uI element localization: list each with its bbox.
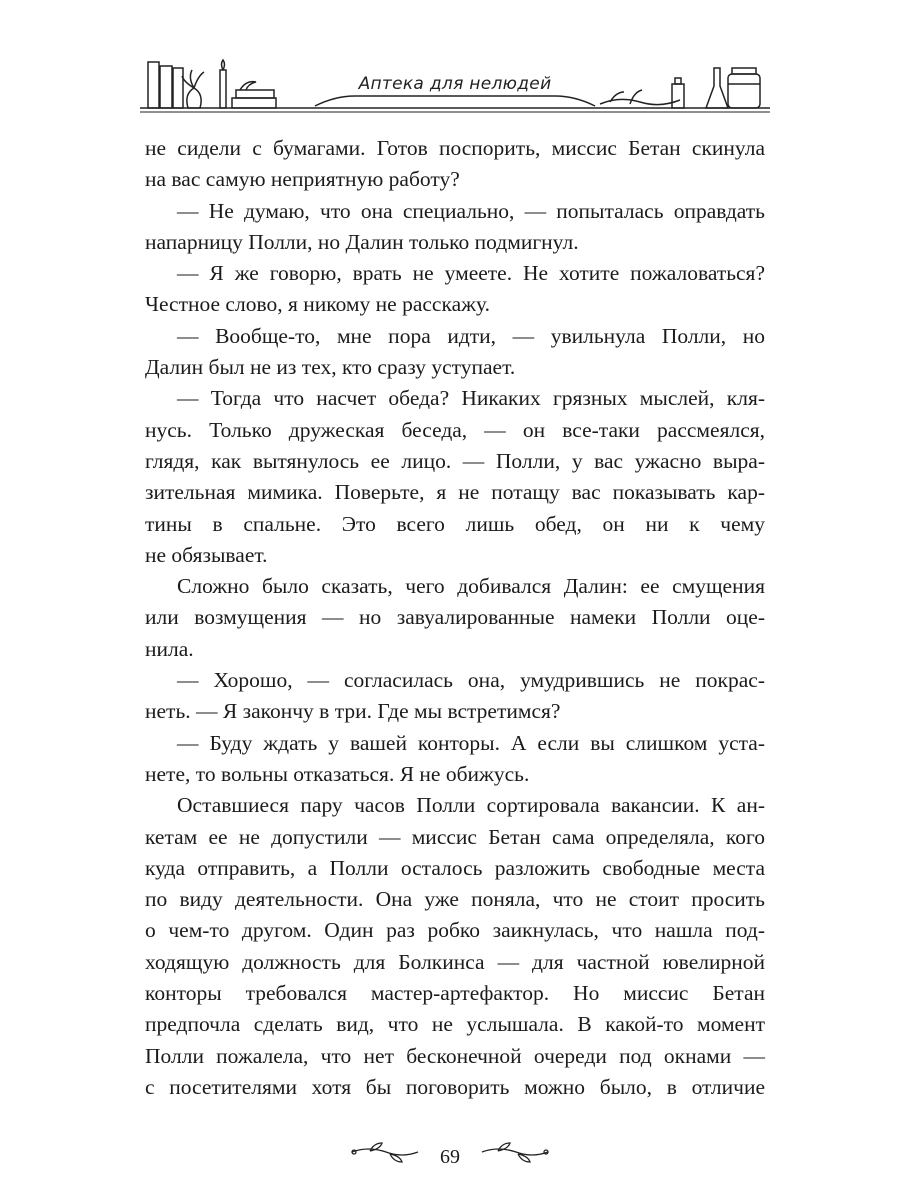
text-line: кетам ее не допустили — миссис Бетан сама определяла, кого — [145, 824, 765, 849]
right-flourish-icon — [480, 1138, 550, 1168]
text-line: — Я же говорю, врать не умеете. Не хотите пожаловаться? — [177, 261, 765, 286]
running-header-title: Аптека для нелюдей — [358, 74, 552, 94]
text-line: Оставшиеся пару часов Полли сортировала вакансии. К ан- — [177, 793, 765, 818]
text-line: не сидели с бумагами. Готов поспорить, миссис Бетан скинула — [145, 136, 765, 160]
text-line: зительная мимика. Поверьте, я не потащу вас показывать кар- — [145, 480, 765, 505]
text-line: не обязывает. — [145, 542, 268, 567]
page-number: 69 — [440, 1146, 460, 1168]
text-line: Полли пожалела, что нет бесконечной очереди под окнами — — [145, 1043, 765, 1068]
text-line: — Тогда что насчет обеда? Никаких грязных мыслей, кля- — [177, 386, 765, 411]
text-line: с посетителями хотя бы поговорить можно было, в отличие — [145, 1074, 765, 1099]
body-text — [145, 133, 765, 1103]
text-line: куда отправить, а Полли осталось разложить свободные места — [145, 855, 765, 880]
text-line: глядя, как вытянулось ее лицо. — Полли, у вас ужасно выра- — [145, 448, 765, 473]
text-line: по виду деятельности. Она уже поняла, что не стоит просить — [145, 887, 765, 912]
text-line: нила. — [145, 636, 194, 661]
text-line: Честное слово, я никому не расскажу. — [145, 292, 490, 317]
page-footer — [340, 1138, 560, 1178]
text-line: предпочла сделать вид, что не услышала. В какой-то момент — [145, 1012, 765, 1037]
text-line: неть. — Я закончу в три. Где мы встретимся? — [145, 699, 561, 724]
text-line: о чем-то другом. Один раз робко заикнулась, что нашла под- — [145, 918, 765, 943]
text-line: — Хорошо, — согласилась она, умудрившись не покрас- — [177, 668, 765, 693]
text-line: нете, то вольны отказаться. Я не обижусь. — [145, 761, 530, 786]
flame-icon — [222, 60, 225, 70]
text-line: Далин был не из тех, кто сразу уступает. — [145, 355, 516, 380]
title-banner — [315, 96, 595, 106]
text-line: на вас самую неприятную работу? — [145, 167, 460, 192]
text-line: ходящую должность для Болкинса — для частной ювелирной — [145, 949, 765, 974]
text-line: напарницу Полли, но Далин только подмигнул. — [145, 229, 579, 254]
running-header — [140, 48, 770, 118]
text-line: или возмущения — но завуалированные намеки Полли оце- — [145, 605, 765, 630]
text-line: — Буду ждать у вашей конторы. А если вы слишком уста- — [177, 730, 765, 755]
text-line: нусь. Только дружеская беседа, — он все-таки рассмеялся, — [145, 417, 765, 442]
text-line: конторы требовался мастер-артефактор. Но миссис Бетан — [145, 981, 765, 1006]
text-line: Сложно было сказать, чего добивался Далин: ее смущения — [177, 574, 765, 599]
book-icon — [232, 98, 276, 108]
text-line: — Не думаю, что она специально, — попыталась оправдать — [177, 198, 765, 223]
text-line: — Вообще-то, мне пора идти, — увильнула Полли, но — [177, 323, 765, 348]
text-line: тины в спальне. Это всего лишь обед, он ни к чему — [145, 511, 765, 536]
